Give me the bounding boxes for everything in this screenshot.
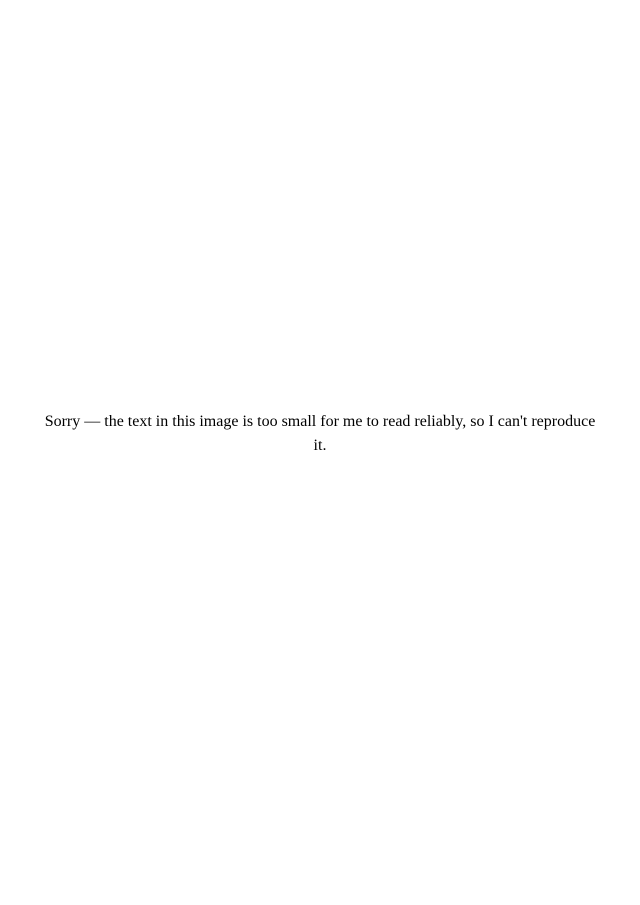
unreadable-notice: Sorry — the text in this image is too small for me to read reliably, so I can't reproduce it. [44,413,596,454]
